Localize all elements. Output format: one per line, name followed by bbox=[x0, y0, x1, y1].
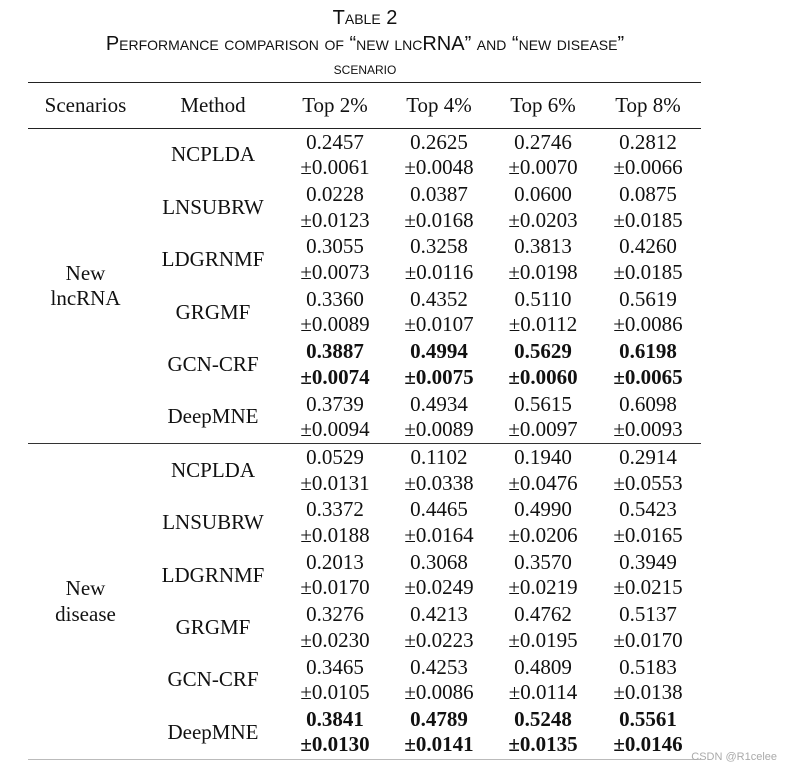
mean-value: 0.3739 bbox=[306, 391, 364, 416]
mean-value: 0.2812 bbox=[619, 129, 677, 154]
mean-value: 0.4213 bbox=[410, 602, 468, 627]
std-value: ±0.0141 bbox=[404, 732, 474, 757]
table-caption: Performance comparison of “new lncRNA” and “new disease” bbox=[105, 33, 625, 55]
std-value: ±0.0476 bbox=[508, 470, 578, 495]
std-value: ±0.0107 bbox=[404, 312, 474, 337]
table-row bbox=[28, 444, 701, 497]
value-cell bbox=[283, 497, 387, 549]
mean-value: 0.2914 bbox=[619, 445, 677, 470]
mean-value: 0.4260 bbox=[619, 234, 677, 259]
mean-value: 0.4352 bbox=[410, 286, 468, 311]
value-cell bbox=[595, 181, 701, 233]
mean-value: 0.3813 bbox=[514, 234, 572, 259]
std-value: ±0.0105 bbox=[300, 680, 370, 705]
std-value: ±0.0164 bbox=[404, 522, 474, 547]
mean-value: 0.2013 bbox=[306, 549, 364, 574]
header-row bbox=[28, 83, 701, 129]
mean-value: 0.0228 bbox=[306, 182, 364, 207]
std-value: ±0.0223 bbox=[404, 627, 474, 652]
std-value: ±0.0146 bbox=[613, 732, 683, 757]
std-value: ±0.0553 bbox=[613, 470, 683, 495]
mean-value: 0.3570 bbox=[514, 549, 572, 574]
value-cell bbox=[595, 129, 701, 182]
column-header: Top 8% bbox=[595, 83, 701, 129]
std-value: ±0.0131 bbox=[300, 470, 370, 495]
mean-value: 0.5248 bbox=[514, 706, 572, 731]
method-cell: LNSUBRW bbox=[162, 194, 264, 219]
value-cell bbox=[491, 181, 595, 233]
std-value: ±0.0170 bbox=[613, 627, 683, 652]
value-cell bbox=[595, 602, 701, 654]
mean-value: 0.4253 bbox=[410, 654, 468, 679]
value-cell bbox=[595, 654, 701, 706]
performance-table bbox=[28, 82, 701, 760]
std-value: ±0.0135 bbox=[508, 732, 578, 757]
std-value: ±0.0075 bbox=[404, 364, 474, 389]
value-cell bbox=[387, 129, 491, 182]
table-caption-cont: scenario bbox=[333, 59, 397, 78]
value-cell bbox=[595, 497, 701, 549]
column-header: Top 2% bbox=[283, 83, 387, 129]
value-cell bbox=[283, 234, 387, 286]
scenario-cell: New disease bbox=[28, 444, 143, 759]
mean-value: 0.1102 bbox=[410, 445, 468, 470]
value-cell bbox=[283, 654, 387, 706]
std-value: ±0.0089 bbox=[300, 312, 370, 337]
value-cell bbox=[387, 181, 491, 233]
mean-value: 0.3068 bbox=[410, 549, 468, 574]
std-value: ±0.0089 bbox=[404, 417, 474, 442]
std-value: ±0.0114 bbox=[508, 680, 578, 705]
method-cell: DeepMNE bbox=[143, 391, 283, 444]
value-cell bbox=[595, 706, 701, 759]
std-value: ±0.0185 bbox=[613, 207, 683, 232]
method-cell: GRGMF bbox=[175, 299, 251, 324]
value-cell bbox=[283, 129, 387, 182]
scenario-cell: New lncRNA bbox=[28, 129, 143, 444]
mean-value: 0.5183 bbox=[619, 654, 677, 679]
mean-value: 0.4789 bbox=[410, 706, 468, 731]
value-cell bbox=[595, 234, 701, 286]
value-cell bbox=[491, 654, 595, 706]
method-cell: NCPLDA bbox=[170, 142, 255, 167]
value-cell bbox=[387, 391, 491, 444]
std-value: ±0.0123 bbox=[300, 207, 370, 232]
mean-value: 0.4809 bbox=[514, 654, 572, 679]
value-cell bbox=[283, 391, 387, 444]
value-cell bbox=[595, 391, 701, 444]
std-value: ±0.0168 bbox=[404, 207, 474, 232]
mean-value: 0.3258 bbox=[410, 234, 468, 259]
value-cell bbox=[491, 602, 595, 654]
std-value: ±0.0215 bbox=[613, 575, 683, 600]
std-value: ±0.0074 bbox=[300, 364, 370, 389]
value-cell bbox=[491, 497, 595, 549]
mean-value: 0.0387 bbox=[410, 182, 468, 207]
std-value: ±0.0086 bbox=[613, 312, 683, 337]
mean-value: 0.3841 bbox=[306, 706, 364, 731]
mean-value: 0.2457 bbox=[306, 129, 364, 154]
value-cell bbox=[387, 602, 491, 654]
std-value: ±0.0198 bbox=[508, 259, 578, 284]
value-cell bbox=[491, 444, 595, 497]
table-number: Table 2 bbox=[332, 7, 398, 29]
value-cell bbox=[491, 391, 595, 444]
mean-value: 0.0600 bbox=[514, 182, 572, 207]
std-value: ±0.0060 bbox=[508, 364, 578, 389]
value-cell bbox=[387, 339, 491, 391]
mean-value: 0.5561 bbox=[619, 706, 677, 731]
value-cell bbox=[387, 497, 491, 549]
value-cell bbox=[491, 286, 595, 338]
table-row bbox=[28, 129, 701, 182]
mean-value: 0.4934 bbox=[410, 391, 468, 416]
std-value: ±0.0130 bbox=[300, 732, 370, 757]
std-value: ±0.0203 bbox=[508, 207, 578, 232]
mean-value: 0.2625 bbox=[410, 129, 468, 154]
std-value: ±0.0048 bbox=[404, 155, 474, 180]
mean-value: 0.0875 bbox=[619, 182, 677, 207]
value-cell bbox=[595, 339, 701, 391]
value-cell bbox=[283, 339, 387, 391]
method-cell: LDGRNMF bbox=[161, 562, 265, 587]
value-cell bbox=[491, 129, 595, 182]
column-header: Scenarios bbox=[28, 83, 143, 129]
std-value: ±0.0061 bbox=[300, 155, 370, 180]
mean-value: 0.3465 bbox=[306, 654, 364, 679]
value-cell bbox=[491, 706, 595, 759]
std-value: ±0.0116 bbox=[404, 259, 474, 284]
mean-value: 0.5110 bbox=[514, 286, 572, 311]
value-cell bbox=[283, 444, 387, 497]
value-cell bbox=[283, 181, 387, 233]
mean-value: 0.4994 bbox=[410, 339, 468, 364]
std-value: ±0.0338 bbox=[404, 470, 474, 495]
value-cell bbox=[283, 602, 387, 654]
mean-value: 0.6198 bbox=[619, 339, 677, 364]
mean-value: 0.4465 bbox=[410, 497, 468, 522]
std-value: ±0.0138 bbox=[613, 680, 683, 705]
mean-value: 0.3949 bbox=[619, 549, 677, 574]
mean-value: 0.5619 bbox=[619, 286, 677, 311]
mean-value: 0.5423 bbox=[619, 497, 677, 522]
std-value: ±0.0070 bbox=[508, 155, 578, 180]
mean-value: 0.3276 bbox=[306, 602, 364, 627]
method-cell: DeepMNE bbox=[143, 706, 283, 759]
mean-value: 0.3887 bbox=[306, 339, 364, 364]
value-cell bbox=[387, 706, 491, 759]
value-cell bbox=[387, 234, 491, 286]
std-value: ±0.0093 bbox=[613, 417, 683, 442]
std-value: ±0.0185 bbox=[613, 259, 683, 284]
value-cell bbox=[387, 654, 491, 706]
std-value: ±0.0206 bbox=[508, 522, 578, 547]
value-cell bbox=[387, 286, 491, 338]
value-cell bbox=[387, 444, 491, 497]
value-cell bbox=[595, 286, 701, 338]
std-value: ±0.0195 bbox=[508, 627, 578, 652]
value-cell bbox=[491, 339, 595, 391]
std-value: ±0.0188 bbox=[300, 522, 370, 547]
std-value: ±0.0073 bbox=[300, 259, 370, 284]
value-cell bbox=[595, 444, 701, 497]
value-cell bbox=[283, 549, 387, 601]
std-value: ±0.0170 bbox=[300, 575, 370, 600]
std-value: ±0.0219 bbox=[508, 575, 578, 600]
value-cell bbox=[491, 549, 595, 601]
std-value: ±0.0086 bbox=[404, 680, 474, 705]
value-cell bbox=[283, 286, 387, 338]
mean-value: 0.2746 bbox=[514, 129, 572, 154]
mean-value: 0.5137 bbox=[619, 602, 677, 627]
std-value: ±0.0249 bbox=[404, 575, 474, 600]
column-header: Top 4% bbox=[387, 83, 491, 129]
watermark: CSDN @R1celee bbox=[691, 751, 777, 763]
column-header: Top 6% bbox=[491, 83, 595, 129]
mean-value: 0.3360 bbox=[306, 286, 364, 311]
method-cell: GRGMF bbox=[175, 614, 251, 639]
mean-value: 0.3055 bbox=[306, 234, 364, 259]
std-value: ±0.0165 bbox=[613, 522, 683, 547]
method-cell: LDGRNMF bbox=[161, 247, 265, 272]
mean-value: 0.4762 bbox=[514, 602, 572, 627]
mean-value: 0.6098 bbox=[619, 391, 677, 416]
value-cell bbox=[283, 706, 387, 759]
value-cell bbox=[595, 549, 701, 601]
std-value: ±0.0112 bbox=[508, 312, 578, 337]
method-cell: LNSUBRW bbox=[162, 510, 264, 535]
mean-value: 0.1940 bbox=[514, 445, 572, 470]
std-value: ±0.0065 bbox=[613, 364, 683, 389]
mean-value: 0.5629 bbox=[514, 339, 572, 364]
method-cell: GCN-CRF bbox=[167, 667, 259, 692]
std-value: ±0.0097 bbox=[508, 417, 578, 442]
std-value: ±0.0094 bbox=[300, 417, 370, 442]
mean-value: 0.5615 bbox=[514, 391, 572, 416]
mean-value: 0.4990 bbox=[514, 497, 572, 522]
column-header: Method bbox=[143, 83, 283, 129]
std-value: ±0.0230 bbox=[300, 627, 370, 652]
value-cell bbox=[387, 549, 491, 601]
std-value: ±0.0066 bbox=[613, 155, 683, 180]
mean-value: 0.0529 bbox=[306, 445, 364, 470]
mean-value: 0.3372 bbox=[306, 497, 364, 522]
value-cell bbox=[491, 234, 595, 286]
method-cell: NCPLDA bbox=[170, 457, 255, 482]
method-cell: GCN-CRF bbox=[167, 352, 259, 376]
